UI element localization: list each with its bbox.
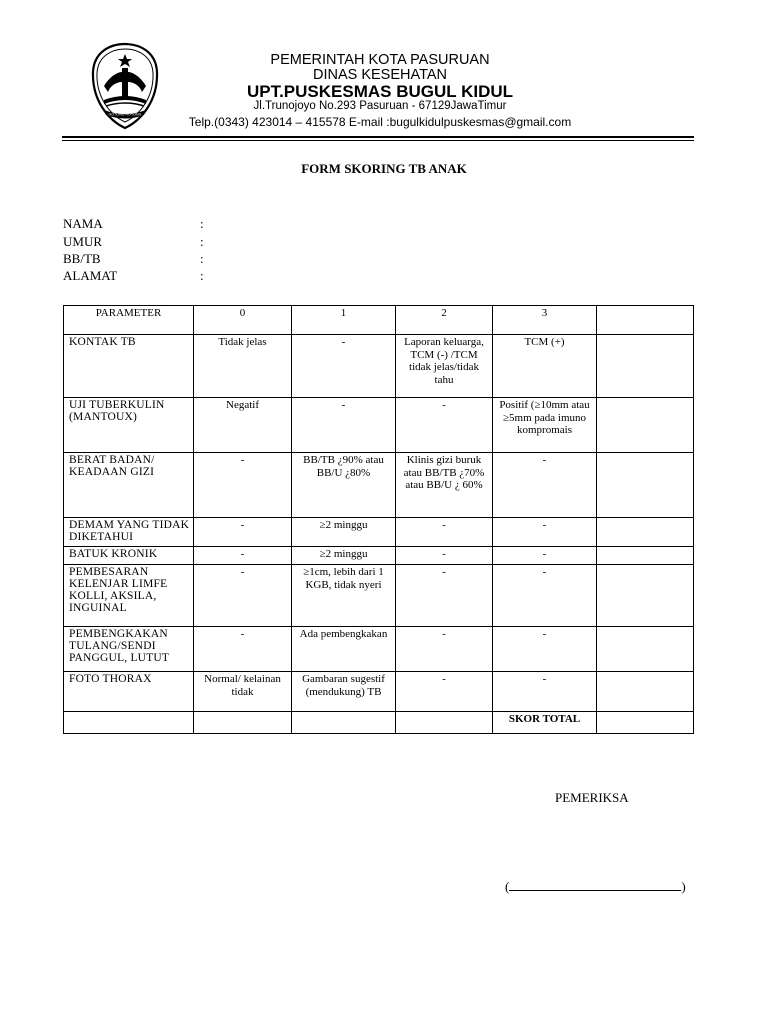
identity-row-umur — [63, 234, 204, 250]
header-cell: 1 — [292, 306, 396, 335]
header-government: PEMERINTAH KOTA PASURUAN — [270, 52, 490, 68]
svg-text:GOTONG ROYONG: GOTONG ROYONG — [108, 112, 142, 117]
score-cell[interactable]: - — [194, 547, 292, 565]
header-department: DINAS KESEHATAN — [312, 67, 448, 83]
score-cell[interactable]: - — [292, 398, 396, 453]
score-cell[interactable]: - — [292, 335, 396, 398]
header-cell: 0 — [194, 306, 292, 335]
parameter-cell: BATUK KRONIK — [64, 547, 194, 565]
identity-row-nama — [63, 216, 204, 232]
table-total-row — [64, 712, 694, 734]
identity-label: BB/TB — [63, 251, 101, 266]
parameter-cell: FOTO THORAX — [64, 672, 194, 712]
identity-row-bbtb — [63, 251, 204, 267]
score-cell[interactable]: Normal/ kelainan tidak — [194, 672, 292, 712]
examiner-label: PEMERIKSA — [555, 790, 629, 805]
score-cell[interactable]: - — [396, 398, 493, 453]
signature-close-paren: ) — [681, 879, 686, 894]
score-cell[interactable]: - — [194, 627, 292, 672]
score-cell[interactable]: - — [396, 672, 493, 712]
parameter-cell: UJI TUBERKULIN (MANTOUX) — [64, 398, 194, 453]
header-cell: 2 — [396, 306, 493, 335]
table-row — [64, 565, 694, 627]
table-row — [64, 627, 694, 672]
result-cell[interactable] — [597, 565, 694, 627]
identity-label: ALAMAT — [63, 268, 118, 283]
result-cell[interactable] — [597, 672, 694, 712]
parameter-cell: BERAT BADAN/ KEADAAN GIZI — [64, 453, 194, 518]
city-seal-logo — [90, 42, 160, 130]
header-address: Jl.Trunojoyo No.293 Pasuruan - 67129JawaTimur — [253, 100, 507, 112]
score-cell[interactable]: BB/TB ¿90% atau BB/U ¿80% — [292, 453, 396, 518]
table-row — [64, 398, 694, 453]
identity-colon: : — [200, 268, 204, 283]
total-score-value[interactable] — [597, 712, 694, 734]
total-score-label: SKOR TOTAL — [493, 712, 597, 734]
score-cell[interactable]: - — [493, 453, 597, 518]
header-institution: UPT.PUSKESMAS BUGUL KIDUL — [246, 82, 514, 101]
table-row — [64, 518, 694, 547]
identity-row-alamat — [63, 268, 204, 284]
header-cell: 3 — [493, 306, 597, 335]
score-cell[interactable]: - — [493, 547, 597, 565]
score-cell[interactable]: Negatif — [194, 398, 292, 453]
score-cell[interactable]: - — [396, 518, 493, 547]
score-cell[interactable]: - — [493, 672, 597, 712]
score-cell[interactable]: ≥2 minggu — [292, 518, 396, 547]
header-contact: Telp.(0343) 423014 – 415578 E-mail :bugulkidulpuskesmas@gmail.com — [188, 115, 572, 129]
parameter-cell: PEMBENGKAKAN TULANG/SENDI PANGGUL, LUTUT — [64, 627, 194, 672]
score-cell[interactable]: - — [194, 518, 292, 547]
result-cell[interactable] — [597, 547, 694, 565]
identity-colon: : — [200, 234, 204, 249]
header-cell: PARAMETER — [64, 306, 194, 335]
score-cell[interactable]: - — [194, 565, 292, 627]
identity-colon: : — [200, 216, 204, 231]
table-row — [64, 672, 694, 712]
score-cell[interactable]: Laporan keluarga, TCM (-) /TCM tidak jelas/tidak tahu — [396, 335, 493, 398]
result-cell[interactable] — [597, 398, 694, 453]
score-cell[interactable]: - — [493, 565, 597, 627]
signature-open-paren: ( — [505, 879, 510, 894]
form-title: FORM SKORING TB ANAK — [301, 161, 467, 176]
score-cell[interactable]: Tidak jelas — [194, 335, 292, 398]
score-cell[interactable]: Positif (≥10mm atau ≥5mm pada imuno kompromais — [493, 398, 597, 453]
table-row — [64, 335, 694, 398]
empty-cell — [292, 712, 396, 734]
table-row — [64, 547, 694, 565]
score-cell[interactable]: - — [493, 518, 597, 547]
parameter-cell: KONTAK TB — [64, 335, 194, 398]
empty-cell — [64, 712, 194, 734]
scoring-table — [63, 305, 694, 734]
result-cell[interactable] — [597, 453, 694, 518]
score-cell[interactable]: ≥2 minggu — [292, 547, 396, 565]
score-cell[interactable]: - — [493, 627, 597, 672]
header-cell — [597, 306, 694, 335]
signature-line[interactable] — [505, 878, 686, 895]
score-cell[interactable]: Gambaran sugestif (mendukung) TB — [292, 672, 396, 712]
table-row — [64, 453, 694, 518]
score-cell[interactable]: ≥1cm, lebih dari 1 KGB, tidak nyeri — [292, 565, 396, 627]
score-cell[interactable]: - — [194, 453, 292, 518]
header-rule-thin — [62, 140, 694, 141]
parameter-cell: DEMAM YANG TIDAK DIKETAHUI — [64, 518, 194, 547]
score-cell[interactable]: Klinis gizi buruk atau BB/TB ¿70% atau BB/U ¿ 60% — [396, 453, 493, 518]
result-cell[interactable] — [597, 627, 694, 672]
score-cell[interactable]: TCM (+) — [493, 335, 597, 398]
score-cell[interactable]: - — [396, 565, 493, 627]
score-cell[interactable]: Ada pembengkakan — [292, 627, 396, 672]
identity-label: NAMA — [63, 216, 103, 231]
result-cell[interactable] — [597, 335, 694, 398]
identity-label: UMUR — [63, 234, 103, 249]
empty-cell — [396, 712, 493, 734]
score-cell[interactable]: - — [396, 547, 493, 565]
header-rule-thick — [62, 136, 694, 138]
parameter-cell: PEMBESARAN KELENJAR LIMFE KOLLI, AKSILA, INGUINAL — [64, 565, 194, 627]
result-cell[interactable] — [597, 518, 694, 547]
score-cell[interactable]: - — [396, 627, 493, 672]
identity-colon: : — [200, 251, 204, 266]
signature-blank — [509, 878, 681, 891]
empty-cell — [194, 712, 292, 734]
table-header-row — [64, 306, 694, 335]
